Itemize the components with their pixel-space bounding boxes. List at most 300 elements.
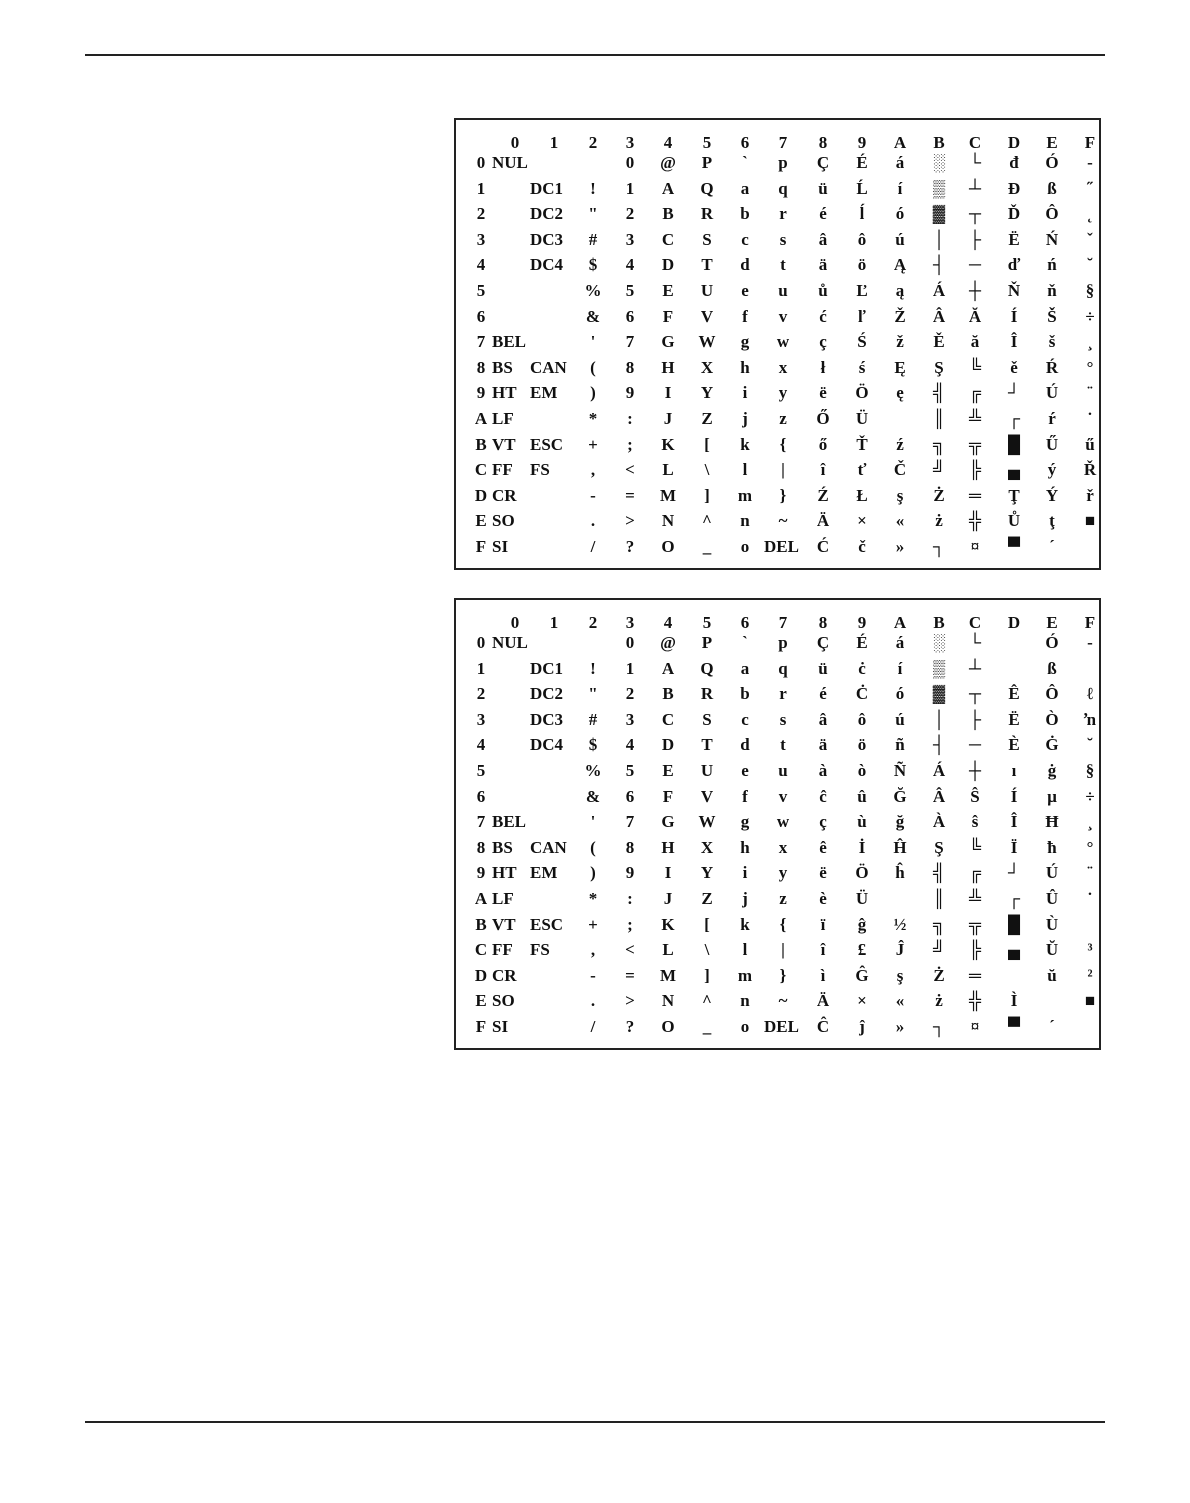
character-cell: 6 xyxy=(625,786,635,806)
character-cell: ; xyxy=(627,434,633,454)
character-cell: è xyxy=(819,889,827,908)
character-cell: Ě xyxy=(933,332,945,352)
column-header: E xyxy=(1046,613,1058,632)
character-cell: Ş xyxy=(934,837,944,857)
character-cell: B xyxy=(662,684,674,704)
character-cell: ĝ xyxy=(857,914,867,934)
character-cell: L xyxy=(662,940,674,960)
character-cell: 9 xyxy=(625,863,635,883)
character-cell: Ö xyxy=(855,383,869,403)
character-cell: ² xyxy=(1087,965,1093,985)
row-header: 5 xyxy=(476,281,486,300)
character-cell: l xyxy=(742,940,748,960)
character-cell: ╝ xyxy=(932,460,946,480)
character-cell: ä xyxy=(818,255,828,275)
character-cell: R xyxy=(700,204,714,224)
character-cell: P xyxy=(701,153,713,172)
column-header: B xyxy=(933,613,945,632)
character-cell xyxy=(535,508,573,533)
character-cell: Ř xyxy=(1083,460,1097,480)
character-cell: W xyxy=(698,812,716,832)
character-cell: FF xyxy=(492,940,513,960)
character-cell xyxy=(535,784,573,809)
character-cell: DC3 xyxy=(530,709,564,729)
character-cell: A xyxy=(661,178,675,198)
character-cell: Í xyxy=(1010,306,1018,326)
character-cell: ô xyxy=(857,709,867,729)
character-cell: 9 xyxy=(625,383,635,403)
character-cell: ═ xyxy=(968,485,982,505)
character-cell: V xyxy=(700,786,714,806)
character-cell: | xyxy=(781,460,785,480)
character-cell: Q xyxy=(700,178,714,198)
character-cell: █ xyxy=(1007,434,1021,454)
character-cell: Y xyxy=(700,383,714,403)
character-cell: ╠ xyxy=(968,940,982,960)
character-cell: U xyxy=(700,281,714,300)
character-cell: c xyxy=(741,229,749,249)
character-cell: ú xyxy=(895,709,905,729)
character-cell: Ń xyxy=(1045,229,1059,249)
character-cell xyxy=(1071,656,1109,681)
character-cell: Ä xyxy=(816,991,830,1011)
character-cell: 7 xyxy=(625,332,635,352)
character-cell: ň xyxy=(1047,281,1057,300)
character-cell: │ xyxy=(932,229,946,249)
character-cell: Ŭ xyxy=(1045,940,1059,960)
character-cell: i xyxy=(742,863,748,883)
character-cell: ï xyxy=(820,914,826,934)
character-cell: î xyxy=(820,940,826,960)
column-header: A xyxy=(893,613,907,632)
character-cell: M xyxy=(659,965,677,985)
character-cell: Ú xyxy=(1045,863,1059,883)
character-cell xyxy=(496,278,534,303)
character-cell: DC1 xyxy=(530,178,564,198)
character-cell: SI xyxy=(492,1017,509,1036)
character-cell: P xyxy=(701,633,713,652)
character-cell: 1 xyxy=(625,178,635,198)
character-cell xyxy=(535,886,573,911)
character-cell: Ç xyxy=(816,153,830,172)
character-cell: î xyxy=(820,460,826,480)
character-cell: % xyxy=(584,281,602,300)
character-cell: ź xyxy=(896,434,904,454)
character-cell: < xyxy=(625,940,635,960)
character-cell: z xyxy=(779,409,787,428)
character-cell: X xyxy=(700,357,714,377)
character-cell: Ź xyxy=(817,485,829,505)
character-cell: ¨ xyxy=(1087,383,1093,403)
character-cell: ˙ xyxy=(1087,409,1093,428)
character-cell: ^ xyxy=(702,991,712,1011)
character-cell: SI xyxy=(492,537,509,556)
character-cell: n xyxy=(740,991,750,1011)
column-header: 1 xyxy=(549,613,559,632)
character-cell: ┬ xyxy=(968,684,982,704)
character-cell: Ç xyxy=(816,633,830,652)
character-cell: DC2 xyxy=(530,204,564,224)
character-cell: ╩ xyxy=(968,889,982,908)
character-cell: ┴ xyxy=(968,658,982,678)
character-cell: ˘ xyxy=(1087,255,1093,275)
character-cell: Š xyxy=(1047,306,1057,326)
character-cell: b xyxy=(740,684,750,704)
character-cell: ó xyxy=(895,204,905,224)
character-cell: o xyxy=(740,1017,750,1036)
column-header: B xyxy=(933,133,945,152)
character-cell: █ xyxy=(1007,914,1021,934)
character-cell: 3 xyxy=(625,709,635,729)
row-header: 6 xyxy=(476,306,486,326)
character-cell xyxy=(496,227,534,252)
character-cell: U xyxy=(700,761,714,780)
character-cell: ë xyxy=(819,863,827,883)
character-cell: Č xyxy=(893,460,907,480)
character-cell: N xyxy=(661,991,675,1011)
character-cell: Ć xyxy=(816,537,830,556)
character-cell: ö xyxy=(857,735,867,755)
character-cell: ŝ xyxy=(971,812,979,832)
character-cell: Ý xyxy=(1045,485,1059,505)
character-cell: ■ xyxy=(1084,511,1096,531)
character-cell xyxy=(995,630,1033,655)
character-cell: ■ xyxy=(1084,991,1096,1011)
character-cell: ; xyxy=(627,914,633,934)
character-cell: ) xyxy=(590,863,596,883)
character-cell: I xyxy=(664,863,672,883)
character-cell: , xyxy=(590,460,596,480)
character-cell: Ó xyxy=(1045,633,1059,652)
character-cell: K xyxy=(661,914,675,934)
character-cell: V xyxy=(700,306,714,326)
character-cell: Ż xyxy=(933,485,945,505)
character-cell: Ŝ xyxy=(970,786,980,806)
row-header: 4 xyxy=(476,255,486,275)
character-cell: Ż xyxy=(933,965,945,985)
character-cell: ▓ xyxy=(932,684,946,704)
character-cell: Ľ xyxy=(856,281,868,300)
character-cell: µ xyxy=(1047,786,1057,806)
character-cell: Ę xyxy=(894,357,906,377)
character-cell: 2 xyxy=(625,684,635,704)
character-cell: Í xyxy=(1010,786,1018,806)
character-cell xyxy=(574,630,612,655)
character-cell: EM xyxy=(530,863,558,883)
character-cell: └ xyxy=(968,153,982,172)
column-header: 6 xyxy=(740,613,750,632)
column-header: E xyxy=(1046,133,1058,152)
row-header: 2 xyxy=(476,684,486,704)
character-cell: - xyxy=(1087,633,1093,652)
character-cell: ` xyxy=(742,633,748,652)
character-cell: ÷ xyxy=(1085,786,1095,806)
character-cell: f xyxy=(742,786,748,806)
character-cell: D xyxy=(661,735,675,755)
character-cell: SO xyxy=(492,991,515,1011)
character-cell: ¤ xyxy=(970,537,980,556)
column-header: C xyxy=(968,133,982,152)
row-header: E xyxy=(475,991,487,1011)
row-header: 7 xyxy=(476,332,486,352)
character-cell: DC1 xyxy=(530,658,564,678)
character-cell: ! xyxy=(590,658,596,678)
header-rule xyxy=(85,54,1105,56)
character-cell: ℓ xyxy=(1086,684,1094,704)
character-cell: ┌ xyxy=(1007,409,1021,428)
character-cell xyxy=(1071,912,1109,937)
character-cell: ╚ xyxy=(968,837,982,857)
character-cell: Ä xyxy=(816,511,830,531)
character-cell: w xyxy=(776,812,790,832)
character-cell xyxy=(1071,1014,1109,1039)
character-cell: í xyxy=(897,178,903,198)
character-cell: ▄ xyxy=(1007,940,1021,960)
character-cell: { xyxy=(779,434,787,454)
character-cell: ╦ xyxy=(968,434,982,454)
character-cell: ╗ xyxy=(932,434,946,454)
character-cell: ß xyxy=(1047,658,1057,678)
character-cell: NUL xyxy=(492,633,528,652)
character-cell: á xyxy=(895,153,905,172)
character-cell: N xyxy=(661,511,675,531)
character-cell: 7 xyxy=(625,812,635,832)
character-cell: × xyxy=(857,991,867,1011)
character-cell: _ xyxy=(702,1017,712,1036)
character-cell: ó xyxy=(895,684,905,704)
character-cell: ESC xyxy=(530,914,564,934)
character-cell: CR xyxy=(492,965,517,985)
character-cell: g xyxy=(740,812,750,832)
character-cell: q xyxy=(778,658,788,678)
character-cell: j xyxy=(742,889,748,908)
character-cell: Ň xyxy=(1007,281,1021,300)
character-cell: VT xyxy=(492,914,516,934)
character-cell: : xyxy=(627,409,633,428)
character-cell: Đ xyxy=(1007,178,1021,198)
character-cell: G xyxy=(661,812,675,832)
character-cell: r xyxy=(779,684,787,704)
character-cell: Ü xyxy=(855,409,869,428)
column-header: 0 xyxy=(510,613,520,632)
character-cell: ╩ xyxy=(968,409,982,428)
character-cell: £ xyxy=(857,940,867,960)
character-cell: Ô xyxy=(1045,204,1059,224)
character-cell: ğ xyxy=(895,812,905,832)
character-cell: k xyxy=(740,914,750,934)
character-cell: ţ xyxy=(1049,511,1055,531)
column-header: D xyxy=(1007,133,1021,152)
row-header: D xyxy=(474,965,488,985)
character-cell: + xyxy=(588,434,598,454)
character-cell: Ş xyxy=(934,357,944,377)
character-cell: ▀ xyxy=(1007,537,1021,556)
character-cell: * xyxy=(588,889,598,908)
character-cell: ě xyxy=(1010,357,1018,377)
character-cell: S xyxy=(702,229,712,249)
character-cell: 4 xyxy=(625,255,635,275)
character-cell: ] xyxy=(704,965,710,985)
character-cell: Â xyxy=(932,786,946,806)
character-cell: Ĝ xyxy=(855,965,869,985)
character-cell: ┌ xyxy=(1007,889,1021,908)
character-cell: O xyxy=(661,537,675,556)
character-cell: H xyxy=(661,357,675,377)
character-cell: ║ xyxy=(932,889,946,908)
character-cell xyxy=(496,176,534,201)
character-cell: a xyxy=(740,658,750,678)
character-cell: Ò xyxy=(1045,709,1059,729)
column-header: 9 xyxy=(857,133,867,152)
character-cell: Y xyxy=(700,863,714,883)
character-cell: Ĵ xyxy=(895,940,905,960)
character-cell: ß xyxy=(1047,178,1057,198)
character-cell: DC4 xyxy=(530,735,564,755)
column-header: A xyxy=(893,133,907,152)
character-cell: Ŕ xyxy=(1045,357,1059,377)
character-cell: S xyxy=(702,709,712,729)
character-cell: , xyxy=(590,940,596,960)
character-cell: o xyxy=(740,537,750,556)
character-cell: Ĺ xyxy=(856,178,868,198)
character-cell: Á xyxy=(932,761,946,780)
character-cell: à xyxy=(818,761,828,780)
character-cell: ú xyxy=(895,229,905,249)
character-cell: DEL xyxy=(764,1017,799,1036)
character-cell: ì xyxy=(820,965,826,985)
character-cell: ═ xyxy=(968,965,982,985)
character-cell: ° xyxy=(1086,837,1094,857)
character-cell: ) xyxy=(590,383,596,403)
character-cell: ├ xyxy=(968,229,982,249)
character-cell: ┐ xyxy=(932,537,946,556)
character-cell xyxy=(535,1014,573,1039)
character-cell: ĉ xyxy=(819,786,827,806)
character-cell: = xyxy=(625,485,635,505)
character-cell: â xyxy=(818,229,828,249)
character-cell: ┴ xyxy=(968,178,982,198)
character-cell: 1 xyxy=(625,658,635,678)
character-cell: ^ xyxy=(702,511,712,531)
character-cell: O xyxy=(661,1017,675,1036)
character-cell: ô xyxy=(857,229,867,249)
character-cell: ╬ xyxy=(968,511,982,531)
character-cell xyxy=(574,150,612,175)
character-cell: ö xyxy=(857,255,867,275)
character-cell xyxy=(535,406,573,431)
character-cell xyxy=(535,304,573,329)
character-cell xyxy=(535,329,573,354)
character-cell: u xyxy=(778,761,788,780)
character-cell: Z xyxy=(701,409,713,428)
character-cell: % xyxy=(584,761,602,780)
character-cell: ╠ xyxy=(968,460,982,480)
character-cell: s xyxy=(779,229,787,249)
character-cell: Ű xyxy=(1045,434,1059,454)
character-cell: ▄ xyxy=(1007,460,1021,480)
character-cell xyxy=(535,534,573,559)
character-cell: ░ xyxy=(932,633,946,652)
character-cell: / xyxy=(590,537,596,556)
row-header: 0 xyxy=(476,153,486,172)
character-cell: ▒ xyxy=(932,658,946,678)
character-cell: CAN xyxy=(530,837,567,857)
character-cell: ˝ xyxy=(1087,178,1093,198)
character-cell: ñ xyxy=(895,735,905,755)
character-cell: È xyxy=(1008,735,1020,755)
row-header: 1 xyxy=(476,658,486,678)
character-cell: ╦ xyxy=(968,914,982,934)
row-header: D xyxy=(474,485,488,505)
column-header: 4 xyxy=(663,133,673,152)
character-cell: ESC xyxy=(530,434,564,454)
character-cell: FF xyxy=(492,460,513,480)
code-page-table-2 xyxy=(454,598,1101,1050)
character-cell: > xyxy=(625,991,635,1011)
row-header: 0 xyxy=(476,633,486,652)
character-cell: DC3 xyxy=(530,229,564,249)
character-cell: l xyxy=(742,460,748,480)
character-cell: x xyxy=(778,357,788,377)
character-cell: ç xyxy=(819,332,827,352)
character-cell: ▓ xyxy=(932,204,946,224)
character-cell: ░ xyxy=(932,153,946,172)
character-cell: | xyxy=(781,940,785,960)
character-cell: 0 xyxy=(625,633,635,652)
character-cell: C xyxy=(661,709,675,729)
character-cell: Ů xyxy=(1007,511,1021,531)
character-cell: 5 xyxy=(625,281,635,300)
row-header: B xyxy=(475,914,487,934)
character-cell: ą xyxy=(895,281,905,300)
character-cell xyxy=(535,809,573,834)
column-header: 1 xyxy=(549,133,559,152)
character-cell: & xyxy=(585,786,601,806)
character-cell: Ĥ xyxy=(893,837,907,857)
column-header: C xyxy=(968,613,982,632)
character-cell: VT xyxy=(492,434,516,454)
column-header: 9 xyxy=(857,613,867,632)
character-cell: ď xyxy=(1007,255,1021,275)
row-header: 3 xyxy=(476,709,486,729)
character-cell: Ĉ xyxy=(816,1017,830,1036)
character-cell: í xyxy=(897,658,903,678)
character-cell: i xyxy=(742,383,748,403)
character-cell: 5 xyxy=(625,761,635,780)
column-header: 5 xyxy=(702,613,712,632)
character-cell: Ô xyxy=(1045,684,1059,704)
character-cell: CR xyxy=(492,485,517,505)
character-cell: ò xyxy=(857,761,867,780)
character-cell: q xyxy=(778,178,788,198)
character-cell: ¤ xyxy=(970,1017,980,1036)
character-cell: Ţ xyxy=(1008,485,1020,505)
character-cell xyxy=(496,304,534,329)
character-cell: ? xyxy=(625,1017,635,1036)
character-cell: ╣ xyxy=(932,863,946,883)
character-cell: & xyxy=(585,306,601,326)
character-cell: Ú xyxy=(1045,383,1059,403)
column-header: 0 xyxy=(510,133,520,152)
character-cell: T xyxy=(701,255,713,275)
character-cell: ▒ xyxy=(932,178,946,198)
character-cell: ġ xyxy=(1047,761,1057,780)
character-cell: g xyxy=(740,332,750,352)
character-cell xyxy=(496,252,534,277)
character-cell: Ó xyxy=(1045,153,1059,172)
character-cell: ▀ xyxy=(1007,1017,1021,1036)
character-cell xyxy=(496,201,534,226)
